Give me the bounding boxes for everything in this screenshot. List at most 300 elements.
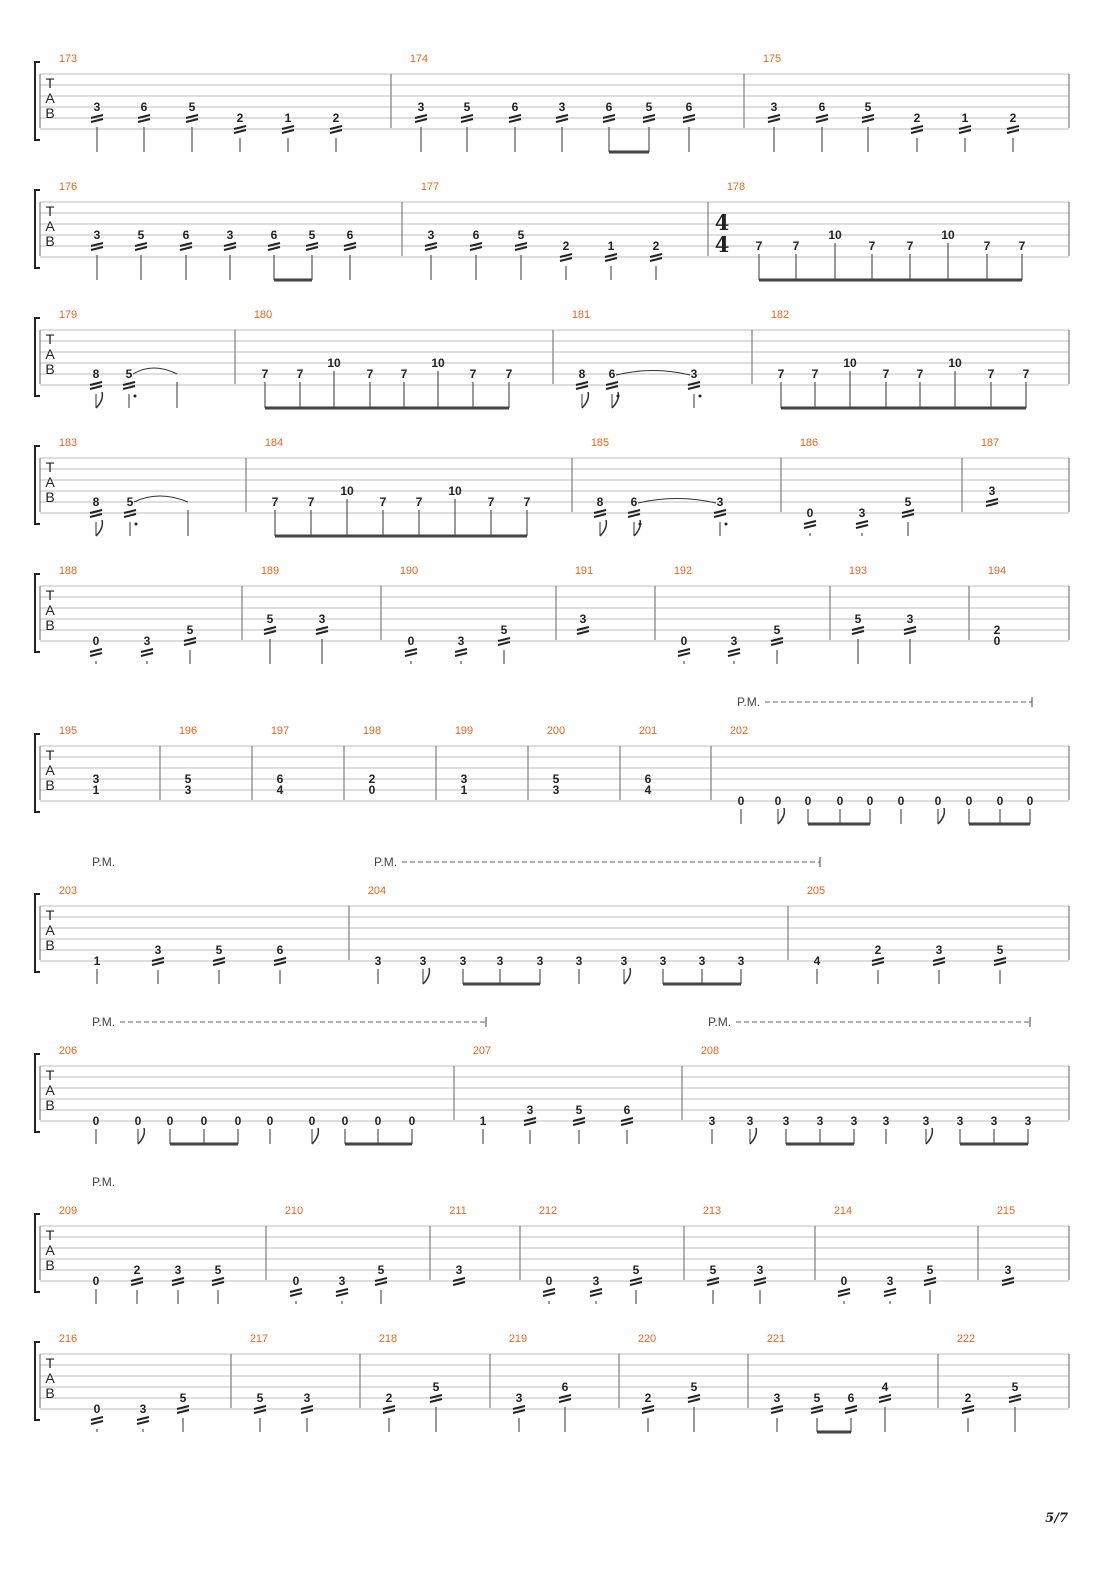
rhythm-slash: [224, 247, 236, 250]
fret-number: 5: [463, 100, 471, 114]
fret-number: 3: [756, 1263, 764, 1277]
duration-dot: [134, 395, 137, 398]
measure-number: 222: [956, 1333, 976, 1345]
fret-number: 1: [92, 783, 100, 797]
fret-number: 5: [432, 1380, 440, 1394]
rhythm-slash: [683, 119, 695, 122]
rhythm-slash: [754, 1282, 766, 1285]
rhythm-slash: [141, 649, 153, 652]
measure-number: 220: [637, 1333, 657, 1345]
system-bracket: [35, 190, 40, 268]
fret-number: 7: [983, 239, 991, 253]
fret-number: 1: [93, 954, 101, 968]
tab-clef-letter: A: [45, 922, 55, 938]
rhythm-slash: [573, 1122, 585, 1125]
fret-number: 3: [716, 495, 724, 509]
system-bracket: [35, 318, 40, 396]
rhythm-slash: [838, 1289, 850, 1292]
rhythm-slash: [91, 1417, 103, 1420]
fret-number: 0: [93, 1402, 101, 1416]
fret-number: 5: [1011, 1380, 1019, 1394]
measure-number: 216: [58, 1333, 78, 1345]
rhythm-slash: [838, 1293, 850, 1296]
rhythm-slash: [405, 653, 417, 656]
palm-mute-label: P.M.: [708, 1015, 732, 1029]
tab-clef-letter: A: [45, 1370, 55, 1386]
rhythm-slash: [290, 1289, 302, 1292]
fret-number: 3: [460, 772, 468, 786]
rhythm-slash: [141, 653, 153, 656]
fret-number: 2: [133, 1263, 141, 1277]
rhythm-slash: [264, 631, 276, 634]
fret-number: 2: [913, 111, 921, 125]
fret-number: 2: [236, 111, 244, 125]
fret-number: 6: [623, 1103, 631, 1117]
fret-number: 8: [92, 495, 100, 509]
fret-number: 0: [407, 634, 415, 648]
rhythm-slash: [336, 1293, 348, 1296]
system-bracket: [35, 1342, 40, 1420]
measure-number: 209: [58, 1205, 78, 1217]
measure: [59, 181, 356, 280]
eighth-flag: [582, 392, 588, 408]
rhythm-slash: [498, 642, 510, 645]
tab-clef-letter: A: [45, 346, 55, 362]
palm-mute-label: P.M.: [737, 695, 761, 709]
fret-number: 4: [881, 1380, 889, 1394]
fret-number: 3: [455, 1263, 463, 1277]
rhythm-slash: [543, 1293, 555, 1296]
fret-number: 3: [990, 1114, 998, 1128]
measure: [254, 309, 513, 408]
rhythm-slash: [879, 1399, 891, 1402]
measure-number: 187: [980, 437, 1000, 449]
measure: [674, 565, 783, 664]
fret-number: 6: [276, 772, 284, 786]
eighth-flag: [938, 808, 944, 824]
palm-mute-label: P.M.: [92, 1015, 116, 1029]
measure: [59, 885, 286, 984]
fret-number: 2: [332, 111, 340, 125]
measure: [179, 725, 197, 797]
measure-number: 184: [264, 437, 284, 449]
measure: [261, 565, 328, 664]
rhythm-slash: [1009, 1399, 1021, 1402]
measure-number: 186: [799, 437, 819, 449]
rhythm-slash: [707, 1282, 719, 1285]
fret-number: 7: [1022, 367, 1030, 381]
fret-number: 8: [596, 495, 604, 509]
rhythm-slash: [135, 247, 147, 250]
fret-number: 5: [645, 100, 653, 114]
tab-system: [35, 437, 1069, 536]
fret-number: 8: [578, 367, 586, 381]
fret-number: 5: [500, 623, 508, 637]
measure: [849, 565, 916, 664]
measure-number: 176: [58, 181, 78, 193]
fret-number: 3: [143, 634, 151, 648]
measure: [509, 1333, 571, 1432]
fret-number: 7: [296, 367, 304, 381]
measure-number: 221: [766, 1333, 786, 1345]
measure-number: 177: [420, 181, 440, 193]
fret-number: 6: [605, 100, 613, 114]
fret-number: 5: [690, 1380, 698, 1394]
rhythm-slash: [186, 119, 198, 122]
rhythm-slash: [415, 119, 427, 122]
fret-number: 7: [400, 367, 408, 381]
fret-number: 3: [886, 1274, 894, 1288]
fret-number: 3: [708, 1114, 716, 1128]
fret-number: 0: [545, 1274, 553, 1288]
fret-number: 5: [186, 623, 194, 637]
fret-number: 0: [897, 794, 905, 808]
rhythm-slash: [576, 386, 588, 389]
rhythm-slash: [728, 653, 740, 656]
tab-clef-letter: A: [45, 1242, 55, 1258]
tab-clef-letter: A: [45, 602, 55, 618]
fret-number: 3: [93, 100, 101, 114]
rhythm-slash: [124, 514, 136, 517]
rhythm-slash: [138, 119, 150, 122]
tab-clef-letter: B: [45, 1385, 55, 1401]
tab-system: [35, 855, 1069, 984]
measure-number: 173: [58, 53, 78, 65]
rhythm-slash: [524, 1122, 536, 1125]
system-bracket: [35, 62, 40, 140]
rhythm-slash: [330, 130, 342, 133]
fret-number: 7: [366, 367, 374, 381]
measure: [730, 725, 1034, 824]
fret-number: 2: [1009, 111, 1017, 125]
duration-dot: [639, 523, 642, 526]
fret-number: 5: [377, 1263, 385, 1277]
rhythm-slash: [816, 119, 828, 122]
rhythm-slash: [933, 962, 945, 965]
eighth-flag: [624, 968, 630, 984]
rhythm-slash: [316, 631, 328, 634]
fret-number: 3: [956, 1114, 964, 1128]
eighth-flag: [750, 1128, 756, 1144]
measure-number: 214: [833, 1205, 853, 1217]
tab-clef-letter: B: [45, 937, 55, 953]
fret-number: 1: [961, 111, 969, 125]
rhythm-slash: [811, 1410, 823, 1413]
measure-number: 206: [58, 1045, 78, 1057]
fret-number: 10: [941, 228, 955, 242]
fret-number: 7: [261, 367, 269, 381]
rhythm-slash: [234, 130, 246, 133]
tab-system: [35, 53, 1069, 152]
rhythm-slash: [137, 1421, 149, 1424]
fret-number: 5: [517, 228, 525, 242]
rhythm-slash: [621, 1122, 633, 1125]
tab-clef-letter: B: [45, 617, 55, 633]
measure: [455, 725, 473, 797]
fret-number: 5: [773, 623, 781, 637]
duration-dot: [699, 395, 702, 398]
rhythm-slash: [924, 1282, 936, 1285]
rhythm-slash: [630, 1282, 642, 1285]
rhythm-slash: [872, 962, 884, 965]
rhythm-slash: [688, 386, 700, 389]
fret-number: 5: [184, 772, 192, 786]
tab-clef-letter: B: [45, 233, 55, 249]
measure: [250, 1333, 313, 1432]
measure: [400, 565, 510, 664]
eighth-flag: [138, 1128, 144, 1144]
rhythm-slash: [845, 1410, 857, 1413]
system-bracket: [35, 446, 40, 524]
rhythm-slash: [804, 525, 816, 528]
fret-number: 6: [608, 367, 616, 381]
fret-number: 6: [561, 1380, 569, 1394]
rhythm-slash: [455, 653, 467, 656]
measure-number: 182: [770, 309, 790, 321]
fret-number: 3: [620, 954, 628, 968]
measure-number: 193: [848, 565, 868, 577]
eighth-flag: [926, 1128, 932, 1144]
tab-clef-letter: T: [45, 1227, 55, 1243]
rhythm-slash: [90, 653, 102, 656]
fret-number: 3: [427, 228, 435, 242]
rhythm-slash: [455, 649, 467, 652]
rhythm-slash: [425, 247, 437, 250]
tab-clef-letter: T: [45, 1355, 55, 1371]
fret-number: 5: [308, 228, 316, 242]
fret-number: 5: [632, 1263, 640, 1277]
measure-number: 185: [590, 437, 610, 449]
measure: [715, 181, 1026, 280]
fret-number: 3: [552, 783, 560, 797]
tab-system: [35, 695, 1069, 824]
rhythm-slash: [862, 119, 874, 122]
fret-number: 6: [685, 100, 693, 114]
fret-number: 6: [818, 100, 826, 114]
rhythm-slash: [1002, 1282, 1014, 1285]
fret-number: 3: [139, 1402, 147, 1416]
eighth-flag: [96, 520, 102, 536]
fret-number: 3: [318, 612, 326, 626]
rhythm-slash: [180, 247, 192, 250]
fret-number: 7: [487, 495, 495, 509]
rhythm-slash: [515, 247, 527, 250]
time-signature-top: 4: [714, 210, 730, 235]
fret-number: 5: [709, 1263, 717, 1277]
rhythm-slash: [688, 1399, 700, 1402]
fret-number: 0: [234, 1114, 242, 1128]
fret-number: 10: [948, 356, 962, 370]
rhythm-slash: [590, 1293, 602, 1296]
rhythm-slash: [375, 1282, 387, 1285]
tab-clef-letter: T: [45, 331, 55, 347]
fret-number: 3: [417, 100, 425, 114]
fret-number: 7: [415, 495, 423, 509]
measure: [701, 1045, 1032, 1144]
fret-number: 2: [993, 623, 1001, 637]
rhythm-slash: [904, 631, 916, 634]
fret-number: 6: [511, 100, 519, 114]
fret-number: 5: [854, 612, 862, 626]
rhythm-slash: [590, 1289, 602, 1292]
fret-number: 0: [866, 794, 874, 808]
fret-number: 0: [408, 1114, 416, 1128]
eighth-flag: [96, 392, 102, 408]
fret-number: 0: [308, 1114, 316, 1128]
measure: [767, 1333, 891, 1432]
eighth-flag: [600, 520, 606, 536]
fret-number: 1: [460, 783, 468, 797]
tab-clef-letter: B: [45, 361, 55, 377]
fret-number: 0: [996, 794, 1004, 808]
rhythm-slash: [962, 1410, 974, 1413]
rhythm-slash: [714, 514, 726, 517]
fret-number: 7: [987, 367, 995, 381]
rhythm-slash: [383, 1410, 395, 1413]
rhythm-slash: [274, 962, 286, 965]
measure-number: 195: [58, 725, 78, 737]
fret-number: 1: [479, 1114, 487, 1128]
tab-system: [35, 1015, 1069, 1144]
rhythm-slash: [282, 130, 294, 133]
rhythm-slash: [90, 386, 102, 389]
fret-number: 3: [1004, 1263, 1012, 1277]
fret-number: 0: [934, 794, 942, 808]
measure: [572, 309, 702, 408]
rhythm-slash: [453, 1282, 465, 1285]
fret-number: 7: [271, 495, 279, 509]
measure-number: 207: [472, 1045, 492, 1057]
fret-number: 3: [770, 100, 778, 114]
fret-number: 6: [472, 228, 480, 242]
fret-number: 6: [276, 943, 284, 957]
measure: [59, 565, 196, 664]
fret-number: 7: [882, 367, 890, 381]
rhythm-slash: [177, 1410, 189, 1413]
tab-clef-letter: B: [45, 489, 55, 505]
tab-clef-letter: B: [45, 1097, 55, 1113]
measure-number: 194: [987, 565, 1007, 577]
measure: [981, 437, 999, 506]
measure: [539, 1205, 642, 1304]
fret-number: 10: [828, 228, 842, 242]
measure: [410, 53, 695, 152]
fret-number: 0: [1026, 794, 1034, 808]
fret-number: 3: [92, 772, 100, 786]
fret-number: 6: [182, 228, 190, 242]
tie: [134, 496, 188, 502]
fret-number: 5: [552, 772, 560, 786]
measure-number: 217: [249, 1333, 269, 1345]
fret-number: 3: [773, 1391, 781, 1405]
measure: [59, 437, 188, 536]
tab-clef-letter: T: [45, 1067, 55, 1083]
palm-mute-label: P.M.: [92, 1175, 116, 1189]
measure: [285, 1205, 387, 1304]
fret-number: 0: [836, 794, 844, 808]
rhythm-slash: [306, 247, 318, 250]
measure-number: 190: [399, 565, 419, 577]
rhythm-slash: [577, 631, 589, 634]
fret-number: 7: [469, 367, 477, 381]
fret-number: 5: [215, 943, 223, 957]
rhythm-slash: [336, 1289, 348, 1292]
measure: [473, 1045, 633, 1144]
fret-number: 7: [523, 495, 531, 509]
page-number: 5/7: [1045, 1511, 1068, 1526]
measure-number: 205: [806, 885, 826, 897]
fret-number: 3: [659, 954, 667, 968]
fret-number: 0: [134, 1114, 142, 1128]
measure-number: 183: [58, 437, 78, 449]
rhythm-slash: [856, 521, 868, 524]
measure: [997, 1205, 1015, 1285]
measure-number: 175: [762, 53, 782, 65]
fret-number: 10: [431, 356, 445, 370]
measure-number: 219: [508, 1333, 528, 1345]
rhythm-slash: [605, 258, 617, 261]
rhythm-slash: [556, 119, 568, 122]
fret-number: 0: [92, 634, 100, 648]
fret-number: 5: [126, 495, 134, 509]
rhythm-slash: [152, 962, 164, 965]
tab-clef-letter: A: [45, 762, 55, 778]
measure: [59, 725, 100, 797]
duration-dot: [617, 395, 620, 398]
fret-number: 0: [368, 783, 376, 797]
rhythm-slash: [771, 642, 783, 645]
eighth-flag: [312, 1128, 318, 1144]
measure: [59, 1333, 189, 1432]
measure: [59, 309, 177, 408]
measure: [957, 1333, 1021, 1432]
rhythm-slash: [509, 119, 521, 122]
fret-number: 3: [850, 1114, 858, 1128]
system-bracket: [35, 894, 40, 972]
system-bracket: [35, 574, 40, 652]
tab-clef-letter: T: [45, 747, 55, 763]
rhythm-slash: [884, 1289, 896, 1292]
rhythm-slash: [911, 130, 923, 133]
fret-number: 3: [174, 1263, 182, 1277]
fret-number: 7: [868, 239, 876, 253]
fret-number: 3: [592, 1274, 600, 1288]
measure: [800, 437, 914, 536]
fret-number: 3: [730, 634, 738, 648]
fret-number: 3: [690, 367, 698, 381]
rhythm-slash: [560, 258, 572, 261]
measure-number: 180: [253, 309, 273, 321]
fret-number: 5: [575, 1103, 583, 1117]
fret-number: 2: [964, 1391, 972, 1405]
rhythm-slash: [90, 649, 102, 652]
fret-number: 7: [811, 367, 819, 381]
rhythm-slash: [643, 119, 655, 122]
palm-mute-label: P.M.: [92, 855, 116, 869]
fret-number: 3: [459, 954, 467, 968]
eighth-flag: [423, 968, 429, 984]
tab-clef-letter: A: [45, 474, 55, 490]
measure-number: 199: [454, 725, 474, 737]
fret-number: 4: [813, 954, 821, 968]
rhythm-slash: [405, 649, 417, 652]
fret-number: 1: [284, 111, 292, 125]
fret-number: 3: [988, 484, 996, 498]
rhythm-slash: [678, 653, 690, 656]
fret-number: 0: [374, 1114, 382, 1128]
rhythm-slash: [301, 1410, 313, 1413]
tab-clef-letter: A: [45, 1082, 55, 1098]
